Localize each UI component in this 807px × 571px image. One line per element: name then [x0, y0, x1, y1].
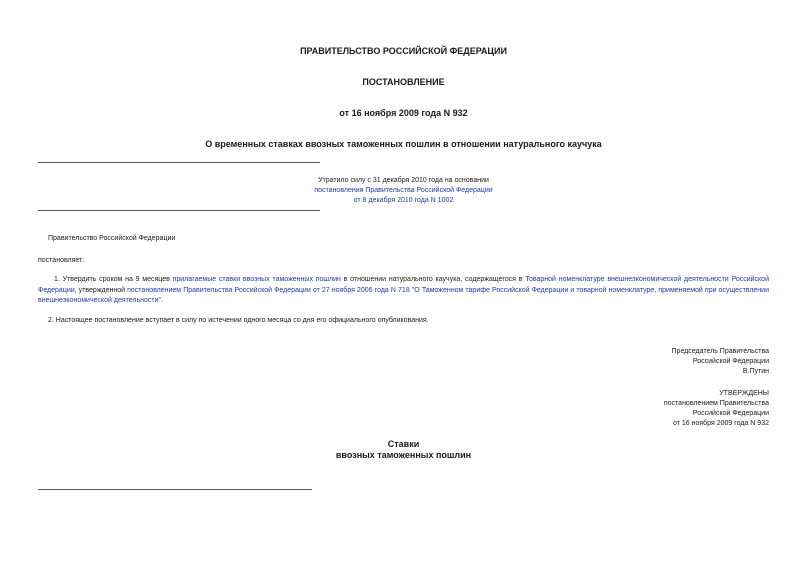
paragraph-1-text: , утвержденной [74, 286, 128, 294]
document-type: ПОСТАНОВЛЕНИЕ [362, 77, 445, 87]
paragraph-1-text: 1. Утвердить сроком на 9 месяцев [54, 276, 173, 283]
signature-name: В.Путин [742, 368, 769, 375]
rates-link[interactable]: прилагаемые ставки ввозных таможенных пошлин [172, 276, 341, 283]
divider-top [38, 162, 320, 163]
paragraph-1-text: . [161, 297, 163, 304]
government-heading: ПРАВИТЕЛЬСТВО РОССИЙСКОЙ ФЕДЕРАЦИИ [300, 46, 507, 56]
document-title: О временных ставках ввозных таможенных пошлин в отношении натурального каучука [205, 139, 602, 149]
approval-block [664, 389, 769, 429]
paragraph-1-text: в отношении натурального каучука, содержащегося в [340, 276, 526, 283]
divider-annex [38, 489, 312, 490]
approval-line: от 16 ноября 2009 года N 932 [673, 420, 769, 427]
repeal-decree-date-link[interactable]: от 8 декабря 2010 года N 1002 [353, 197, 454, 204]
annex-title [0, 439, 807, 461]
paragraph-1 [38, 275, 769, 307]
signature-line: Председатель Правительства [671, 348, 769, 355]
repeal-decree-link[interactable]: постановления Правительства Российской Федерации [314, 187, 493, 194]
decree-718-link[interactable]: постановлением Правительства Российской Федерации от 27 ноября 2006 года N 718 "О Таможенном тарифе Российской Федерации и товарной номенклатуре, применяемой при осуществлении внешнеэкономической деятельности" [38, 286, 769, 304]
divider-bottom [38, 210, 320, 211]
approval-line: УТВЕРЖДЕНЫ [719, 390, 769, 397]
approval-line: постановлением Правительства [663, 400, 769, 407]
status-note-line: Утратило силу с 31 декабря 2010 года на основании [318, 177, 489, 184]
signature-line: Российской Федерации [692, 358, 769, 365]
tnved-link[interactable]: Товарной номенклатуре внешнеэкономической деятельности Российской Федерации [38, 276, 769, 294]
decrees-word: постановляет: [38, 257, 85, 264]
annex-title-line: Ставки [387, 439, 420, 449]
annex-title-line: ввозных таможенных пошлин [335, 450, 472, 460]
approval-line: Российской Федерации [692, 410, 769, 417]
paragraph-2: 2. Настоящее постановление вступает в силу по истечении одного месяца со дня его официального опубликования. [48, 317, 429, 324]
status-note [0, 176, 807, 206]
document-date-number: от 16 ноября 2009 года N 932 [339, 108, 468, 118]
signature-block [672, 347, 769, 377]
preamble: Правительство Российской Федерации [48, 235, 176, 242]
